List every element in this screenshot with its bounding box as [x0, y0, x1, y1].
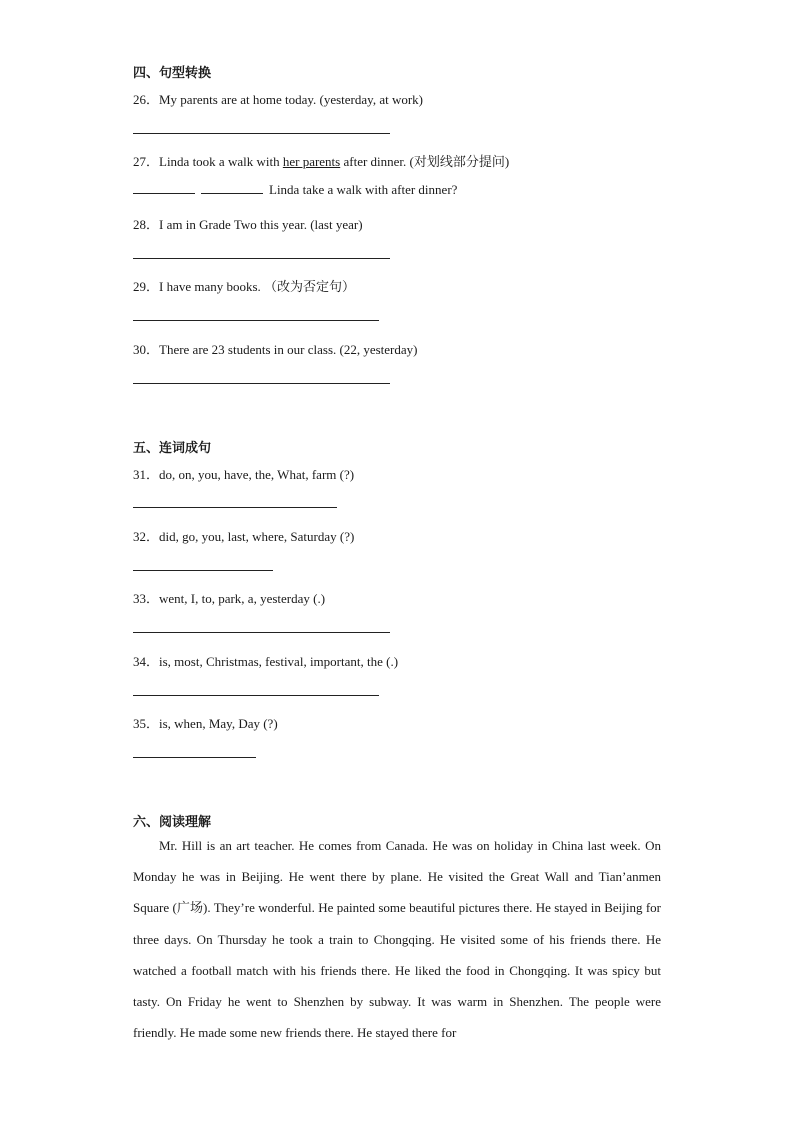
answer-line-34[interactable]: [133, 695, 379, 696]
answer-line-33[interactable]: [133, 632, 390, 633]
section-5-heading: 五、连词成句: [133, 441, 212, 456]
question-31: 31．do, on, you, have, the, What, farm (?): [133, 467, 355, 482]
answer-line-26[interactable]: [133, 133, 390, 134]
answer-line-35[interactable]: [133, 757, 256, 758]
answer-line-28[interactable]: [133, 258, 390, 259]
question-34: 34．is, most, Christmas, festival, important, the (.): [133, 654, 399, 669]
question-33: 33．went, I, to, park, a, yesterday (.): [133, 591, 326, 606]
answer-blank-27a[interactable]: [133, 183, 195, 194]
question-26: 26．My parents are at home today. (yesterday, at work): [133, 92, 423, 107]
section-4-heading: 四、句型转换: [133, 66, 212, 81]
answer-line-30[interactable]: [133, 383, 390, 384]
question-32: 32．did, go, you, last, where, Saturday (?): [133, 529, 355, 544]
section-6-heading: 六、阅读理解: [133, 815, 212, 830]
reading-passage: [133, 830, 661, 1048]
question-35: 35．is, when, May, Day (?): [133, 716, 278, 731]
answer-line-31[interactable]: [133, 507, 337, 508]
answer-line-29[interactable]: [133, 320, 379, 321]
question-28: 28．I am in Grade Two this year. (last year): [133, 217, 363, 232]
question-27-underlined: her parents: [282, 154, 341, 169]
question-27-answer-text: Linda take a walk with after dinner?: [269, 182, 458, 197]
question-27-text-start: 27．Linda took a walk with: [133, 154, 283, 169]
question-29: 29．I have many books. （改为否定句）: [133, 279, 356, 294]
question-27-text-end: after dinner. (对划线部分提问): [340, 154, 510, 169]
answer-line-32[interactable]: [133, 570, 273, 571]
answer-blank-27b[interactable]: [201, 183, 263, 194]
reading-passage-text: Mr. Hill is an art teacher. He comes from Canada. He was on holiday in China last week. On Monday he was in Beijing. He went there by plane. He visited the Great Wall and Tian’anmen Square (广场). They’re wonderful. He painted some beautiful pictures there. He stayed in Beijing for three days. On Thursday he took a train to Chongqing. He visited some of his friends there. He watched a football match with his friends there. He liked the food in Chongqing. It was spicy but tasty. On Friday he went to Shenzhen by subway. It was warm in Shenzhen. The people were friendly. He made some new friends there. He stayed there for: [133, 838, 661, 1041]
question-27-answer-row: [133, 182, 457, 198]
question-27: [133, 151, 509, 170]
question-30: 30．There are 23 students in our class. (22, yesterday): [133, 342, 418, 357]
